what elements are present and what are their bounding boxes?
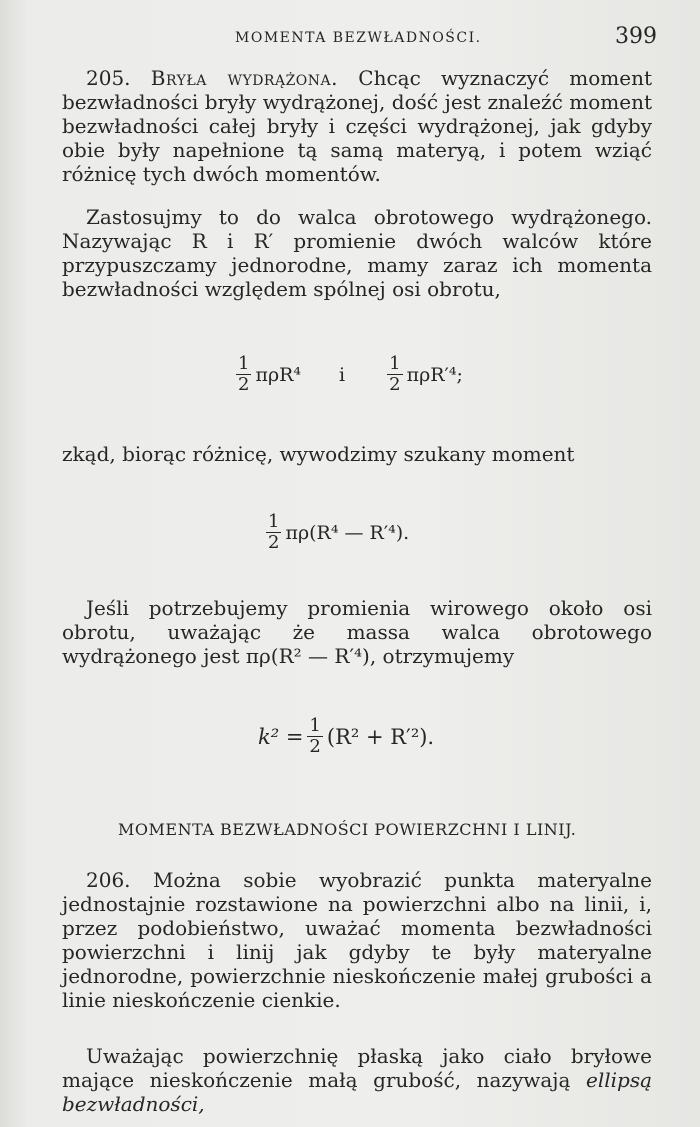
italic-term: ellipsą bezwładności, — [62, 1068, 652, 1116]
formula-moments — [232, 354, 463, 395]
section-206-paragraph-1: 206. Można sobie wyobrazić punkta materyalne jednostajnie rozstawione na powierzchni albo na linii, i, przez podobieństwo, uważać momenta bezwładności powierzchni i linij jak gdyby te były materyalne jednorodne, powierzchnie nieskończenie małej grubości a linie nieskończenie cienkie. — [62, 868, 652, 1012]
formula-lhs: k² = — [258, 724, 304, 749]
formula-rhs: (R² + R′²). — [326, 724, 435, 749]
section-205-paragraph-1 — [62, 66, 652, 186]
section-number: 205. — [86, 66, 131, 90]
paragraph-text: Chcąc wyznaczyć moment bezwładności bryły wydrążonej, dość jest znaleźć moment bezwładności całej bryły i części wydrążonej, jak gdyby obie były napełnione tą samą materyą, i potem wziąć różnicę tych dwóch momentów. — [62, 66, 653, 186]
section-206-paragraph-2 — [62, 1044, 652, 1116]
section-205-paragraph-2: Zastosujmy to do walca obrotowego wydrążonego. Nazywając R i R′ promienie dwóch walców które przypuszczamy jednorodne, mamy zaraz ich momenta bezwładności względem spólnej osi obrotu, — [62, 205, 652, 301]
section-title: Bryła wydrążona. — [150, 66, 339, 90]
running-head: MOMENTA BEZWŁADNOŚCI. — [235, 30, 482, 46]
bleed-through-decoration — [80, 372, 86, 393]
paragraph-text: Uważając powierzchnię płaską jako ciało bryłowe mające nieskończenie małą grubość, nazywają — [62, 1044, 652, 1092]
fraction-half: $\frac{1}{2}$ — [268, 511, 280, 553]
section-205-paragraph-4: Jeśli potrzebujemy promienia wirowego około osi obrotu, uważając że massa walca obrotowego wydrążonego jest πρ(R² — R′⁴), otrzymujemy — [62, 596, 652, 668]
formula-difference — [262, 512, 409, 553]
formula-left-term: πρR⁴ — [255, 363, 302, 386]
formula-difference-term: πρ(R⁴ — R′⁴). — [285, 521, 410, 544]
fraction-half: $\frac{1}{2}$ — [238, 353, 250, 395]
formula-right-term: πρR′⁴; — [406, 363, 463, 386]
formula-conjunction: i — [339, 363, 346, 386]
section-205-paragraph-3: zkąd, biorąc różnicę, wywodzimy szukany moment — [62, 442, 575, 466]
section-heading: MOMENTA BEZWŁADNOŚCI POWIERZCHNI I LINIJ. — [118, 820, 577, 839]
fraction-half: $\frac{1}{2}$ — [309, 715, 321, 757]
page-number: 399 — [615, 24, 657, 49]
formula-radius-gyration — [258, 716, 434, 757]
fraction-half: $\frac{1}{2}$ — [389, 353, 401, 395]
page-header — [0, 24, 700, 52]
